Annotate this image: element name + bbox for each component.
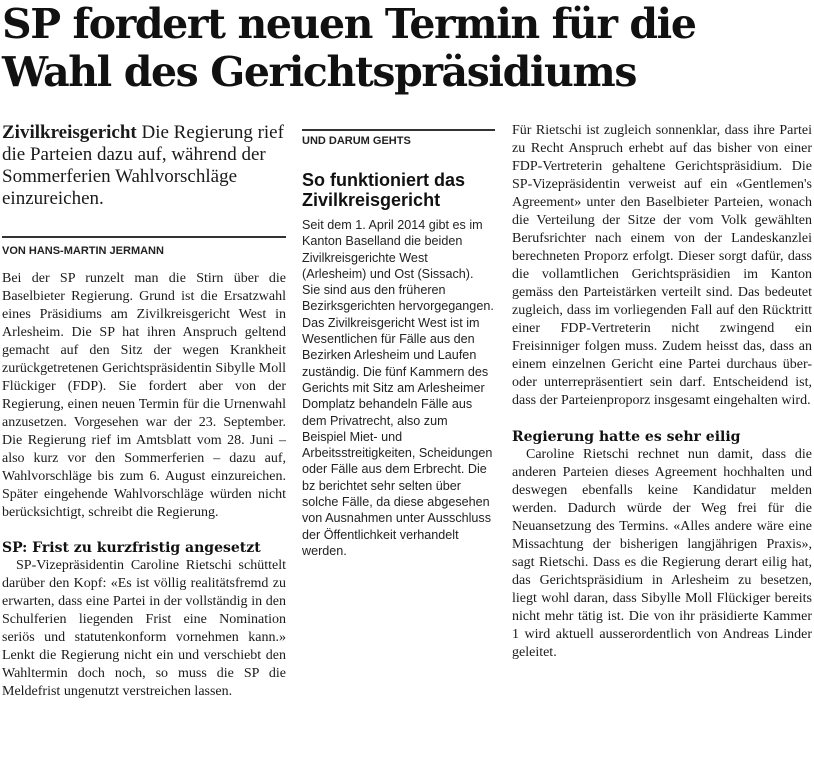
subhead: Regierung hatte es sehr eilig xyxy=(512,429,741,445)
body-paragraph: Für Rietschi ist zugleich sonnenklar, dass ihre Partei zu Recht Anspruch erhebt auf das bisher von einer FDP-Vertreterin gehaltene Gerichtspräsidium. Die SP-Vizepräsidentin verweist auf ein «Gentlemen's Agreement» unter den Baselbieter Parteien, wonach die Verteilung der Sitze der vom Volk gewählten Berufsrichter nach einem von der Landeskanzlei berechneten Proporz erfolgt. Dieser sorgt dafür, dass die vollamtlichen Gerichtspräsidien im Kanton gemäss den Parteistärken verteilt sind. Das bedeutet zugleich, dass im vorliegenden Fall auf den Rücktritt einer FDP-Vertreterin nicht zwingend ein Freisinniger folgen muss. Zudem heisst das, dass an einem einzelnen Gericht eine Partei durchaus über- oder unterrepräsentiert sein darf. Entscheidend ist, dass der Parteienproporz insgesamt eingehalten wird. xyxy=(512,123,812,408)
body-paragraph: Caroline Rietschi rechnet nun damit, dass die anderen Parteien dieses Agreement hochhalten und deswegen ebenfalls keine Kandidatur melden werden. Dadurch würde der Weg frei für die Neuansetzung des Termins. «Alles andere wäre eine Missachtung der bisherigen langjährigen Praxis», sagt Rietschi. Dass es die Regierung derart eilig hat, das Gerichtspräsidium in Arlesheim zu besetzen, liegt wohl daran, dass Sibylle Moll Flückiger bereits nicht mehr tätig ist. Die von ihr präsidierte Kammer 1 wird aktuell ausserordentlich von Andreas Linder geleitet. xyxy=(512,447,812,660)
subhead: SP: Frist zu kurzfristig angesetzt xyxy=(2,540,261,556)
body-paragraph: SP-Vizepräsidentin Caroline Rietschi schüttelt darüber den Kopf: «Es ist völlig realitätsfremd zu erwarten, dass eine Partei in der vollständig in den Schulferien liegenden Frist eine Nomination seriös und statutenkonform vornehmen kann.» Lenkt die Regierung nicht ein und verschiebt den Wahltermin doch noch, so muss die SP die Meldefrist ungenutzt verstreichen lassen. xyxy=(2,558,286,699)
infobox-text: Seit dem 1. April 2014 gibt es im Kanton Baselland die beiden Zivilkreisgerichte West (Arlesheim) und Ost (Sissach). Sie sind aus den früheren Bezirksgerichten hervorgegangen. Das Zivilkreisgericht West ist im Wesentlichen für Fälle aus den Bezirken Arlesheim und Laufen zuständig. Die fünf Kammern des Gerichts mit Sitz am Arlesheimer Domplatz behandeln Fälle aus dem Privatrecht, also zum Beispiel Miet- und Arbeitsstreitigkeiten, Scheidungen oder Fälle aus dem Erbrecht. Die bz berichtet sehr selten über solche Fälle, da diese abgesehen von Ausnahmen unter Ausschluss der Öffentlichkeit verhandelt werden. xyxy=(302,218,494,558)
infobox-divider xyxy=(302,129,495,131)
body-paragraph: Bei der SP runzelt man die Stirn über die Baselbieter Regierung. Grund ist die Ersatzwahl eines Präsidiums am Zivilkreisgericht West in Arlesheim. Die SP hat ihren Anspruch geltend gemacht auf den Sitz der wegen Krankheit zurückgetretenen Gerichtspräsidentin Sibylle Moll Flückiger (FDP). Sie fordert aber von der Regierung, einen neuen Termin für die Urnenwahl anzusetzen. Vorgesehen war der 23. September. Die Regierung rief im Amtsblatt vom 28. Juni – also kurz vor den Sommerferien – dazu auf, Wahlvorschläge bis zum 6. August einzureichen. Später eingehende Wahlvorschläge würden nicht berücksichtigt, schreibt die Regierung. xyxy=(2,271,286,520)
infobox-label: UND DARUM GEHTS xyxy=(302,135,411,147)
byline: VON HANS-MARTIN JERMANN xyxy=(2,245,164,257)
lead-paragraph xyxy=(2,122,286,210)
lead-rubric: Zivilkreisgericht xyxy=(2,122,137,143)
infobox xyxy=(302,122,495,559)
column-left xyxy=(2,122,286,701)
lead-text: Die Regierung rief die Parteien dazu auf, während der Sommerferien Wahlvorschläge einzureichen. xyxy=(2,122,284,209)
byline-divider xyxy=(2,236,286,238)
column-right xyxy=(512,122,812,662)
infobox-title: So funktioniert das Zivilkreisgericht xyxy=(302,170,466,210)
article-headline: SP fordert neuen Termin für die Wahl des Gerichtspräsidiums xyxy=(2,0,696,96)
